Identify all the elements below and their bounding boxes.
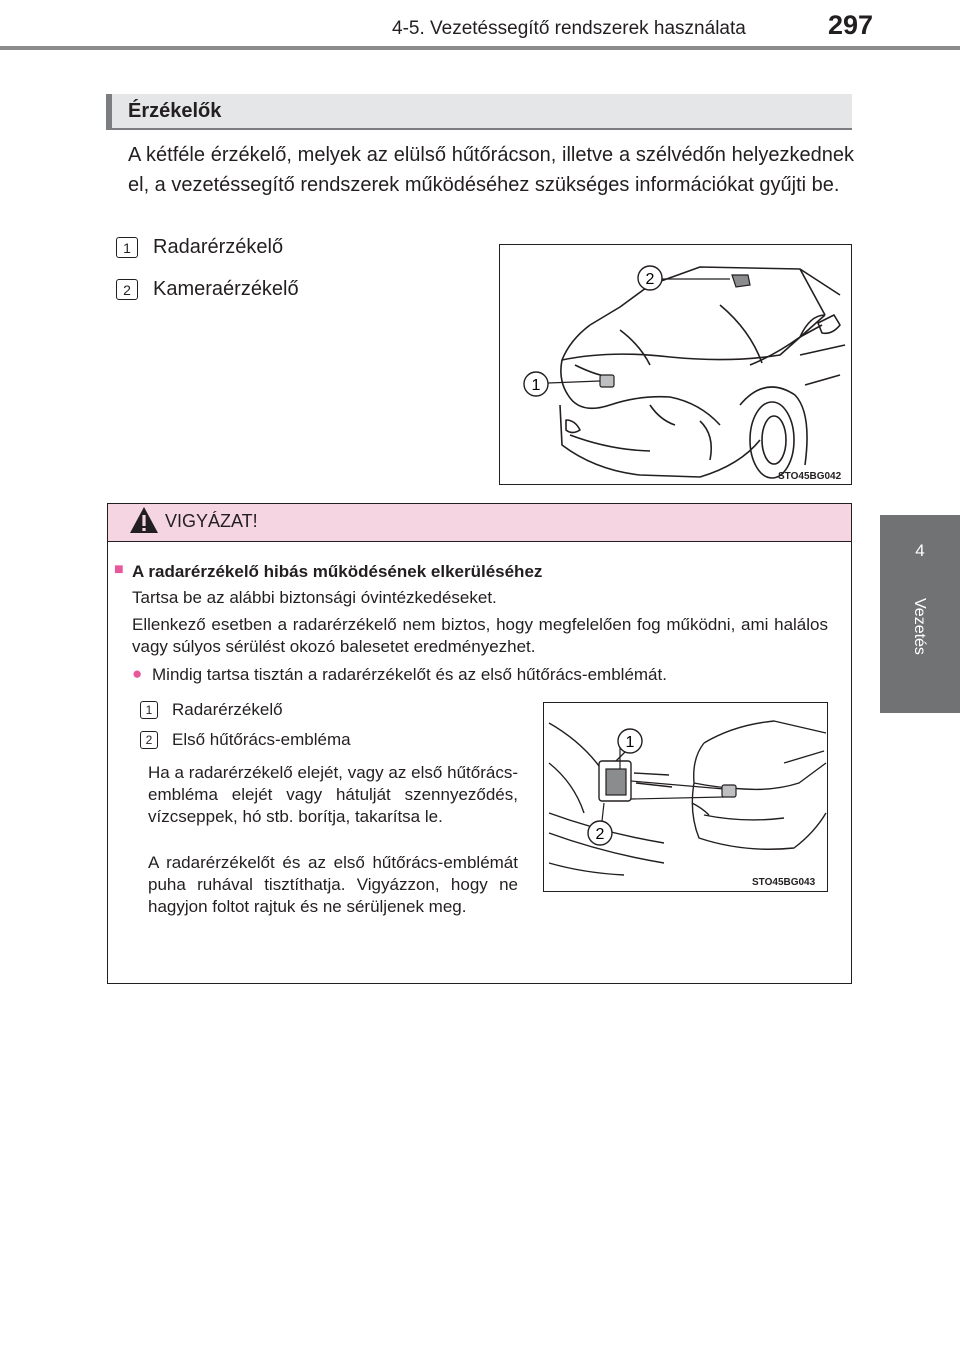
chapter-title: 4-5. Vezetéssegítő rendszerek használata	[392, 18, 746, 39]
radar-emblem-figure	[543, 702, 828, 892]
caution-bullet-text: Mindig tartsa tisztán a radarérzékelőt és az első hűtőrács-emblémát.	[152, 665, 667, 684]
intro-paragraph: A kétféle érzékelő, melyek az elülső hűtőrácson, illetve a szélvédőn helyezkednek el, a vezetéssegítő rendszerek működéséhez szükséges információkat gyűjti be.	[128, 144, 854, 196]
chapter-tab-number: 4	[915, 541, 925, 560]
emblem-closeup-shape	[606, 769, 626, 795]
figure-code: STO45BG042	[778, 471, 842, 482]
caution-paragraph-3: Ha a radarérzékelő elejét, vagy az első hűtőrács-embléma elejét vagy hátulját szennyeződés, vízcseppek, hó stb. borítja, takarítsa le.	[148, 763, 518, 826]
caution-title: VIGYÁZAT!	[165, 511, 258, 531]
item-label-radar: Radarérzékelő	[153, 236, 284, 258]
page-number: 297	[828, 10, 874, 40]
callout-number: 1	[625, 734, 635, 751]
car-front-illustration	[500, 245, 852, 485]
callout-number: 1	[531, 377, 541, 394]
caution-paragraph-2: Ellenkező esetben a radarérzékelő nem biztos, hogy megfelelően fog működni, ami halálos vagy súlyos sérülést okozó balesetet eredményezhet.	[132, 615, 828, 656]
caution-paragraph-1: Tartsa be az alábbi biztonsági óvintézkedéseket.	[132, 588, 497, 607]
chapter-tab-label: Vezetés	[911, 598, 928, 655]
radar-emblem-illustration	[544, 703, 828, 892]
item-number-badge: 1	[140, 701, 158, 719]
item-number-badge: 2	[116, 279, 138, 300]
camera-sensor-shape	[732, 275, 750, 287]
item-number-badge: 1	[116, 237, 138, 258]
caution-paragraph-4: A radarérzékelőt és az első hűtőrács-emblémát puha ruhával tisztíthatja. Vigyázzon, hogy ne hagyjon foltot rajtuk és ne sérüljenek meg.	[148, 853, 518, 916]
square-bullet-icon: ■	[114, 561, 124, 578]
sensor-location-figure	[499, 244, 852, 485]
callout-number: 2	[645, 271, 655, 288]
section-title: Érzékelők	[128, 100, 222, 122]
round-bullet-icon: ●	[132, 664, 143, 683]
callout-number: 2	[595, 826, 605, 843]
figure-code: STO45BG043	[752, 877, 816, 888]
item-number-badge: 2	[140, 731, 158, 749]
warning-triangle-icon	[128, 505, 160, 535]
radar-sensor-shape	[722, 785, 736, 797]
caution-item-emblem: Első hűtőrács-embléma	[172, 730, 351, 749]
caution-heading: A radarérzékelő hibás működésének elkerüléséhez	[132, 562, 543, 581]
caution-item-radar: Radarérzékelő	[172, 700, 283, 719]
item-label-camera: Kameraérzékelő	[153, 278, 299, 300]
radar-sensor-shape	[600, 375, 614, 387]
header-rule	[0, 46, 960, 50]
